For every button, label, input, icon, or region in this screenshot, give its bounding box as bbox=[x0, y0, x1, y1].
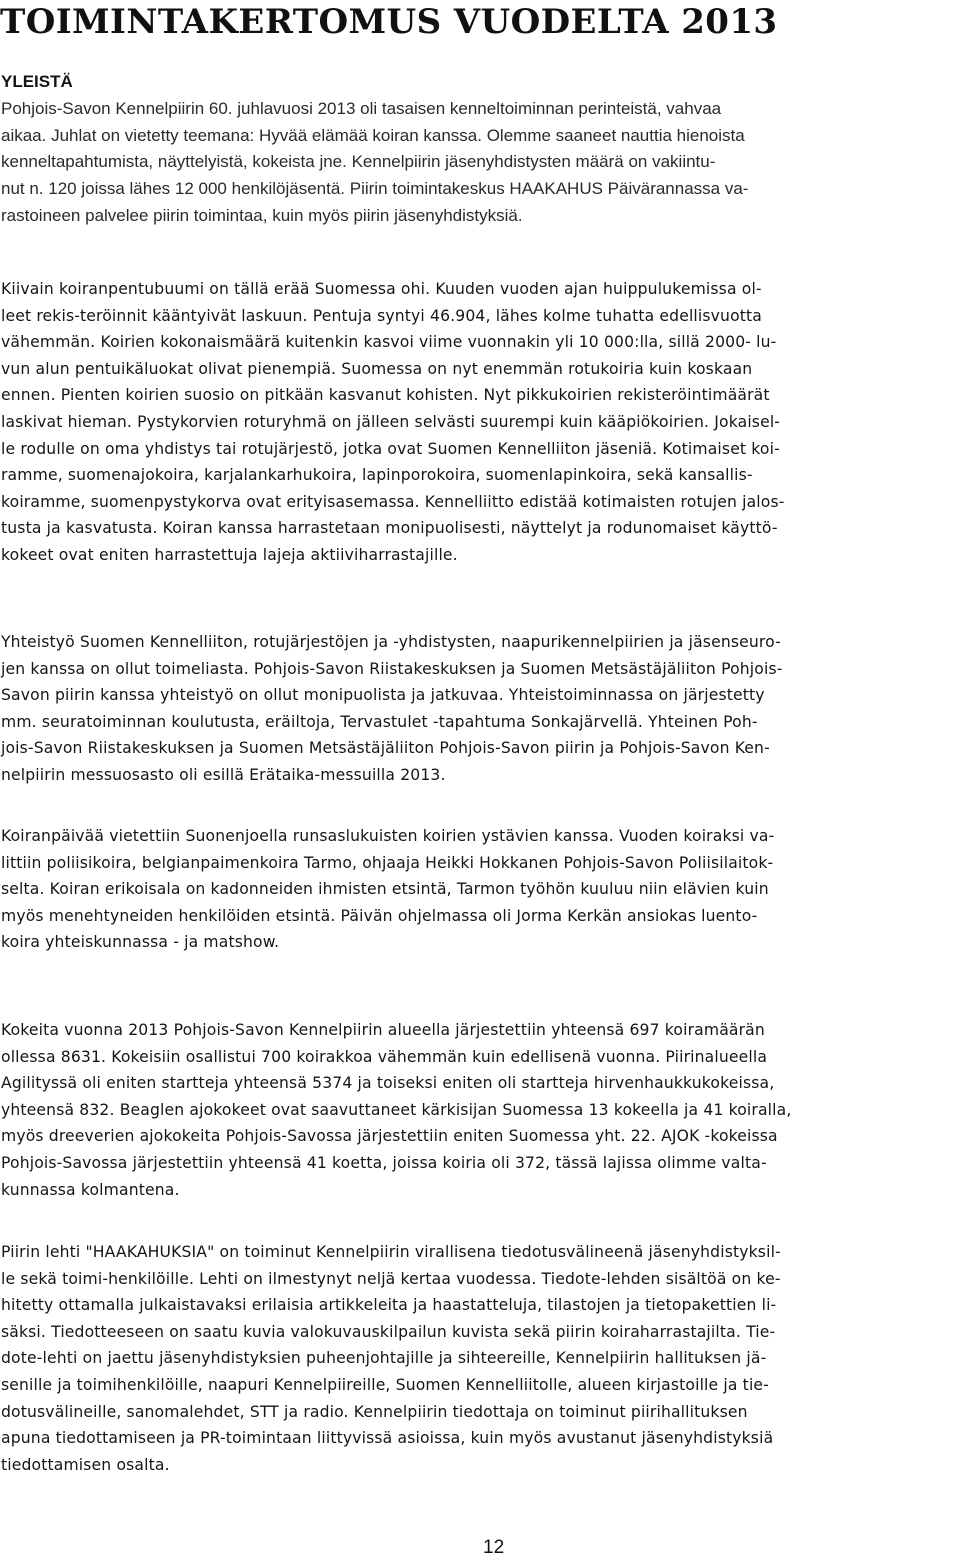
text-line: ramme, suomenajokoira, karjalankarhukoira, lapinporokoira, suomenlapinkoira, sekä kansallis- bbox=[1, 466, 753, 485]
text-line: senille ja toimihenkilöille, naapuri Kennelpiireille, Suomen Kennelliitolle, alueen kirjastoille ja tie- bbox=[1, 1375, 769, 1394]
text-line: Agilityssä oli eniten startteja yhteensä 5374 ja toiseksi eniten oli startteja hirvenhaukkukokeissa, bbox=[1, 1074, 775, 1093]
text-line: Piirin lehti "HAAKAHUKSIA" on toiminut Kennelpiirin virallisena tiedotusvälineenä jäsenyhdistyksil- bbox=[1, 1243, 781, 1261]
text-line: kokeet ovat eniten harrastettuja lajeja aktiiviharrastajille. bbox=[1, 545, 458, 564]
paragraph-dog-day bbox=[1, 823, 957, 956]
text-line: Yhteistyö Suomen Kennelliiton, rotujärjestöjen ja -yhdistysten, naapurikennelpiirien ja jäsenseuro- bbox=[1, 633, 781, 651]
text-line: le rodulle on oma yhdistys tai rotujärjestö, jotka ovat Suomen Kennelliiton jäseniä. Kotimaiset koi- bbox=[1, 439, 780, 458]
section-heading-yleista: YLEISTÄ bbox=[1, 72, 73, 91]
text-line: kenneltapahtumista, näyttelyistä, kokeista jne. Kennelpiirin jäsenyhdistysten määrä on vakiintu- bbox=[1, 152, 716, 172]
text-line: Kiivain koiranpentubuumi on tällä erää Suomessa ohi. Kuuden vuoden ajan huippulukemissa ol- bbox=[1, 280, 762, 298]
text-line: nelpiirin messuosasto oli esillä Erätaika-messuilla 2013. bbox=[1, 765, 446, 784]
text-line: myös dreeverien ajokokeita Pohjois-Savossa järjestettiin eniten Suomessa yht. 22. AJOK -kokeissa bbox=[1, 1127, 778, 1146]
text-line: dotusvälineille, sanomalehdet, STT ja radio. Kennelpiirin tiedottaja on toiminut piirihallituksen bbox=[1, 1402, 748, 1421]
text-line: myös menehtyneiden henkilöiden etsintä. Päivän ohjelmassa oli Jorma Kerkän ansiokas luento- bbox=[1, 906, 758, 925]
text-line: ollessa 8631. Kokeisiin osallistui 700 koirakkoa vähemmän kuin edellisenä vuonna. Piirinalueella bbox=[1, 1047, 768, 1066]
paragraph-intro bbox=[1, 96, 956, 230]
text-line: vun alun pentuikäluokat olivat pienempiä. Suomessa on nyt enemmän rotukoiria kuin koskaan bbox=[1, 359, 753, 378]
text-line: leet rekis-teröinnit kääntyivät laskuun. Pentuja syntyi 46.904, lähes kolme tuhatta edellisvuotta bbox=[1, 306, 763, 325]
text-line: apuna tiedottamiseen ja PR-toimintaan liittyvissä asioissa, kuin myös avustanut jäsenyhdistyksiä bbox=[1, 1429, 774, 1448]
text-line: koira yhteiskunnassa - ja matshow. bbox=[1, 933, 280, 952]
paragraph-magazine bbox=[1, 1239, 957, 1478]
page-number: 12 bbox=[483, 1537, 505, 1558]
text-line: aikaa. Juhlat on vietetty teemana: Hyvää elämää koiran kanssa. Olemme saaneet nauttia hienoista bbox=[1, 125, 745, 145]
text-line: nut n. 120 joissa lähes 12 000 henkilöjäsentä. Piirin toimintakeskus HAAKAHUS Päivärannassa va- bbox=[1, 179, 749, 199]
text-line: laskivat hieman. Pystykorvien roturyhmä on jälleen selvästi suurempi kuin kääpiökoirien. Jokaisel- bbox=[1, 412, 781, 431]
text-line: Kokeita vuonna 2013 Pohjois-Savon Kennelpiirin alueella järjestettiin yhteensä 697 koiramäärän bbox=[1, 1021, 765, 1039]
text-line: littiin poliisikoira, belgianpaimenkoira Tarmo, ohjaaja Heikki Hokkanen Pohjois-Savon Poliisilaitok- bbox=[1, 853, 774, 872]
paragraph-trials bbox=[1, 1017, 957, 1203]
text-line: kunnassa kolmantena. bbox=[1, 1180, 180, 1199]
text-line: mm. seuratoiminnan koulutusta, eräiltoja, Tervastulet -tapahtuma Sonkajärvellä. Yhteinen Poh- bbox=[1, 712, 758, 731]
text-line: le sekä toimi-henkilöille. Lehti on ilmestynyt neljä kertaa vuodessa. Tiedote-lehden sisältöä on ke- bbox=[1, 1269, 781, 1288]
text-line: Koiranpäivää vietettiin Suonenjoella runsaslukuisten koirien ystävien kanssa. Vuoden koiraksi va- bbox=[1, 827, 775, 845]
text-line: vähemmän. Koirien kokonaismäärä kuitenkin kasvoi viime vuonnakin yli 10 000:lla, sillä 2000- lu- bbox=[1, 333, 777, 352]
text-line: tiedottamisen osalta. bbox=[1, 1455, 170, 1474]
text-line: Savon piirin kanssa yhteistyö on ollut monipuolista ja jatkuvaa. Yhteistoiminnassa on järjestetty bbox=[1, 686, 765, 705]
text-line: Pohjois-Savon Kennelpiirin 60. juhlavuosi 2013 oli tasaisen kenneltoiminnan perinteistä, vahvaa bbox=[1, 99, 722, 118]
text-line: säksi. Tiedotteeseen on saatu kuvia valokuvauskilpailun kuvista sekä piirin koiraharrastajilta. Tie- bbox=[1, 1322, 776, 1341]
text-line: selta. Koiran erikoisala on kadonneiden ihmisten etsintä, Tarmon työhön kuuluu niin elävien kuin bbox=[1, 880, 769, 899]
text-line: hitetty ottamalla julkaistavaksi erilaisia artikkeleita ja haastatteluja, tilastojen ja tietopakettien li- bbox=[1, 1296, 777, 1315]
text-line: koiramme, suomenpystykorva ovat erityisasemassa. Kennelliitto edistää kotimaisten rotujen jalos- bbox=[1, 492, 785, 511]
text-line: rastoineen palvelee piirin toimintaa, kuin myös piirin jäsenyhdistyksiä. bbox=[1, 205, 523, 225]
text-line: Pohjois-Savossa järjestettiin yhteensä 41 koetta, joissa koiria oli 372, tässä lajissa olimme valta- bbox=[1, 1153, 767, 1172]
text-line: yhteensä 832. Beaglen ajokokeet ovat saavuttaneet kärkisijan Suomessa 13 kokeella ja 41 koiralla, bbox=[1, 1100, 792, 1119]
text-line: jen kanssa on ollut toimeliasta. Pohjois-Savon Riistakeskuksen ja Suomen Metsästäjäliiton Pohjois- bbox=[1, 659, 783, 678]
paragraph-puppies bbox=[1, 276, 957, 569]
text-line: ennen. Pienten koirien suosio on pitkään kasvanut kohisten. Nyt pikkukoirien rekisteröintimäärät bbox=[1, 386, 770, 405]
text-line: dote-lehti on jaettu jäsenyhdistyksien puheenjohtajille ja sihteereille, Kennelpiirin hallituksen jä- bbox=[1, 1349, 767, 1368]
paragraph-cooperation bbox=[1, 629, 957, 789]
text-line: jois-Savon Riistakeskuksen ja Suomen Metsästäjäliiton Pohjois-Savon piirin ja Pohjois-Savon Ken- bbox=[1, 739, 770, 758]
text-line: tusta ja kasvatusta. Koiran kanssa harrastetaan monipuolisesti, näyttelyt ja rodunomaiset käyttö- bbox=[1, 519, 778, 538]
document-title: TOIMINTAKERTOMUS VUODELTA 2013 bbox=[0, 2, 778, 42]
